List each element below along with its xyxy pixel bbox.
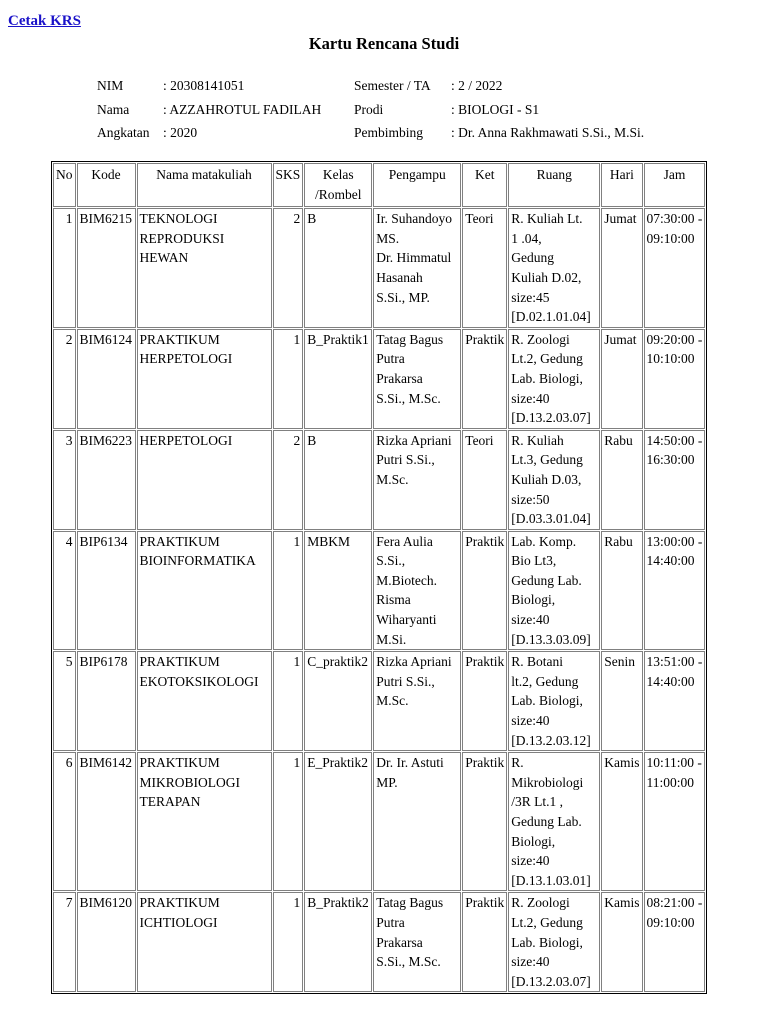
cell-sks: 1 <box>273 892 304 992</box>
nim-value: : 20308141051 <box>163 78 245 93</box>
cetak-krs-link[interactable]: Cetak KRS <box>8 13 81 29</box>
cell-hari: Senin <box>601 651 642 751</box>
cell-no: 6 <box>53 752 76 891</box>
cell-ruang: R. Mikrobiologi /3R Lt.1 , Gedung Lab. Biologi, size:40 [D.13.1.03.01] <box>508 752 600 891</box>
cell-kode: BIM6124 <box>77 329 136 429</box>
semester-label: Semester / TA <box>354 78 431 93</box>
cell-ket: Teori <box>462 208 507 328</box>
header-nama-matakuliah: Nama matakuliah <box>137 163 272 207</box>
cell-sks: 1 <box>273 531 304 651</box>
cell-ket: Praktik <box>462 752 507 891</box>
cell-jam: 13:00:00 - 14:40:00 <box>644 531 706 651</box>
cell-no: 5 <box>53 651 76 751</box>
cell-hari: Jumat <box>601 329 642 429</box>
cell-no: 4 <box>53 531 76 651</box>
cell-kelas: B <box>304 430 372 530</box>
cell-sks: 2 <box>273 208 304 328</box>
krs-table <box>51 161 707 994</box>
cell-kelas: C_praktik2 <box>304 651 372 751</box>
cell-ket: Praktik <box>462 892 507 992</box>
nama-label: Nama <box>97 101 130 117</box>
nim-label: NIM <box>97 78 124 93</box>
cell-nama-matakuliah: PRAKTIKUM ICHTIOLOGI <box>137 892 272 992</box>
cell-jam: 10:11:00 - 11:00:00 <box>644 752 706 891</box>
cell-nama-matakuliah: PRAKTIKUM EKOTOKSIKOLOGI <box>137 651 272 751</box>
header-pengampu: Pengampu <box>373 163 461 207</box>
angkatan-label: Angkatan <box>97 125 150 140</box>
table-row <box>53 531 705 651</box>
header-jam: Jam <box>644 163 706 207</box>
table-row <box>53 892 705 992</box>
cell-pengampu: Ir. Suhandoyo MS. Dr. Himmatul Hasanah S.Si., MP. <box>373 208 461 328</box>
cell-kode: BIM6223 <box>77 430 136 530</box>
cell-kode: BIM6142 <box>77 752 136 891</box>
nama-value: : AZZAHROTUL FADILAH <box>163 101 322 117</box>
cell-nama-matakuliah: HERPETOLOGI <box>137 430 272 530</box>
cell-sks: 2 <box>273 430 304 530</box>
cell-kelas: B <box>304 208 372 328</box>
cell-kelas: E_Praktik2 <box>304 752 372 891</box>
cell-pengampu: Tatag Bagus Putra Prakarsa S.Si., M.Sc. <box>373 892 461 992</box>
cell-ruang: R. Zoologi Lt.2, Gedung Lab. Biologi, size:40 [D.13.2.03.07] <box>508 892 600 992</box>
header-ruang: Ruang <box>508 163 600 207</box>
cell-jam: 09:20:00 - 10:10:00 <box>644 329 706 429</box>
semester-value: : 2 / 2022 <box>451 78 503 93</box>
cell-jam: 13:51:00 - 14:40:00 <box>644 651 706 751</box>
cell-sks: 1 <box>273 651 304 751</box>
angkatan-value: : 2020 <box>163 125 198 140</box>
pembimbing-value: : Dr. Anna Rakhmawati S.Si., M.Si. <box>451 125 645 140</box>
table-row <box>53 752 705 891</box>
table-row <box>53 651 705 751</box>
cell-nama-matakuliah: PRAKTIKUM BIOINFORMATIKA <box>137 531 272 651</box>
header-no: No <box>53 163 76 207</box>
cell-jam: 08:21:00 - 09:10:00 <box>644 892 706 992</box>
cell-kelas: B_Praktik1 <box>304 329 372 429</box>
header-hari: Hari <box>601 163 642 207</box>
cell-kode: BIP6134 <box>77 531 136 651</box>
table-header-row <box>53 163 705 207</box>
table-row <box>53 208 705 328</box>
cell-hari: Jumat <box>601 208 642 328</box>
cell-ket: Praktik <box>462 651 507 751</box>
cell-ruang: Lab. Komp. Bio Lt3, Gedung Lab. Biologi, size:40 [D.13.3.03.09] <box>508 531 600 651</box>
cell-kelas: B_Praktik2 <box>304 892 372 992</box>
cell-kelas: MBKM <box>304 531 372 651</box>
header-kode: Kode <box>77 163 136 207</box>
header-sks: SKS <box>273 163 304 207</box>
cell-ruang: R. Zoologi Lt.2, Gedung Lab. Biologi, size:40 [D.13.2.03.07] <box>508 329 600 429</box>
pembimbing-label: Pembimbing <box>354 125 424 140</box>
cell-nama-matakuliah: PRAKTIKUM HERPETOLOGI <box>137 329 272 429</box>
cell-hari: Kamis <box>601 892 642 992</box>
cell-ket: Praktik <box>462 329 507 429</box>
header-kelas-rombel: Kelas /Rombel <box>304 163 372 207</box>
cell-nama-matakuliah: TEKNOLOGI REPRODUKSI HEWAN <box>137 208 272 328</box>
prodi-value: : BIOLOGI - S1 <box>451 101 540 117</box>
cell-ruang: R. Botani lt.2, Gedung Lab. Biologi, size:40 [D.13.2.03.12] <box>508 651 600 751</box>
cell-pengampu: Tatag Bagus Putra Prakarsa S.Si., M.Sc. <box>373 329 461 429</box>
cell-jam: 14:50:00 - 16:30:00 <box>644 430 706 530</box>
prodi-label: Prodi <box>354 101 384 117</box>
cell-ket: Praktik <box>462 531 507 651</box>
cell-no: 1 <box>53 208 76 328</box>
cell-nama-matakuliah: PRAKTIKUM MIKROBIOLOGI TERAPAN <box>137 752 272 891</box>
cell-hari: Kamis <box>601 752 642 891</box>
page-title: Kartu Rencana Studi <box>308 34 460 53</box>
cell-jam: 07:30:00 - 09:10:00 <box>644 208 706 328</box>
cell-ruang: R. Kuliah Lt.3, Gedung Kuliah D.03, size:50 [D.03.3.01.04] <box>508 430 600 530</box>
cell-no: 7 <box>53 892 76 992</box>
cell-kode: BIM6120 <box>77 892 136 992</box>
cell-pengampu: Rizka Apriani Putri S.Si., M.Sc. <box>373 430 461 530</box>
cell-hari: Rabu <box>601 531 642 651</box>
header-ket: Ket <box>462 163 507 207</box>
cell-no: 3 <box>53 430 76 530</box>
cell-ket: Teori <box>462 430 507 530</box>
cell-ruang: R. Kuliah Lt. 1 .04, Gedung Kuliah D.02, size:45 [D.02.1.01.04] <box>508 208 600 328</box>
cell-pengampu: Rizka Apriani Putri S.Si., M.Sc. <box>373 651 461 751</box>
cell-kode: BIM6215 <box>77 208 136 328</box>
cell-sks: 1 <box>273 329 304 429</box>
cell-no: 2 <box>53 329 76 429</box>
cell-pengampu: Dr. Ir. Astuti MP. <box>373 752 461 891</box>
cell-hari: Rabu <box>601 430 642 530</box>
table-row <box>53 430 705 530</box>
cell-sks: 1 <box>273 752 304 891</box>
cell-kode: BIP6178 <box>77 651 136 751</box>
table-row <box>53 329 705 429</box>
cell-pengampu: Fera Aulia S.Si., M.Biotech. Risma Wiharyanti M.Si. <box>373 531 461 651</box>
